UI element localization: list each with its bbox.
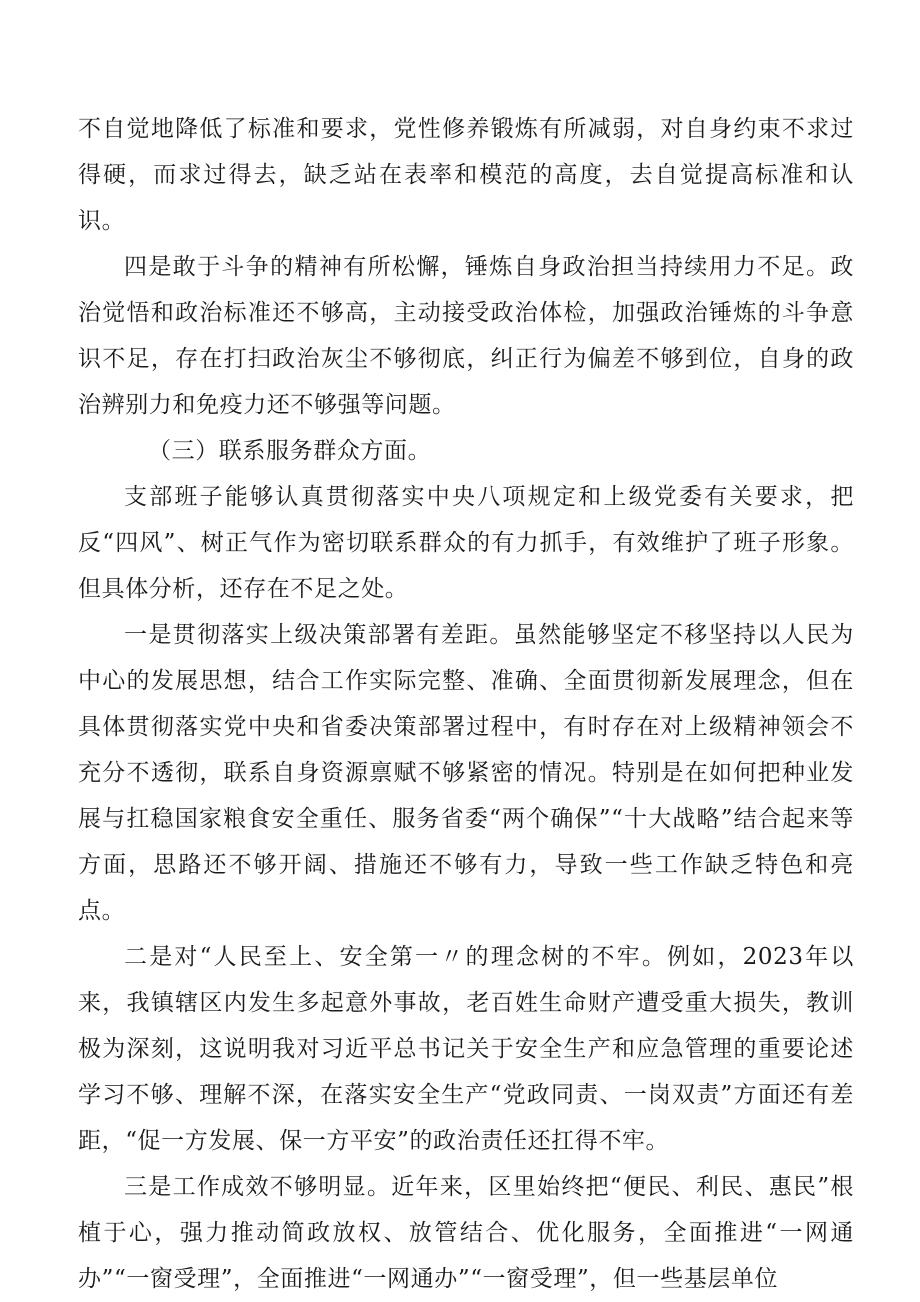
- document-body: [78, 106, 854, 1302]
- paragraph-branch-summary: 支部班子能够认真贯彻落实中央八项规定和上级党委有关要求，把反“四风”、树正气作为密切联系群众的有力抓手，有效维护了班子形象。但具体分析，还存在不足之处。: [78, 484, 854, 602]
- paragraph-continuation: 不自觉地降低了标准和要求，党性修养锻炼有所减弱，对自身约束不求过得硬，而求过得去，缺乏站在表率和模范的高度，去自觉提高标准和认识。: [78, 116, 854, 234]
- paragraph-point-three: 三是工作成效不够明显。近年来，区里始终把“便民、利民、惠民”根植于心，强力推动简政放权、放管结合、优化服务，全面推进“一网通办”“一窗受理”，全面推进“一网通办”“一窗受理”，但一些基层单位: [78, 1174, 854, 1292]
- section-heading-three: （三）联系服务群众方面。: [148, 438, 432, 464]
- paragraph-point-four: 四是敢于斗争的精神有所松懈，锤炼自身政治担当持续用力不足。政治觉悟和政治标准还不够高，主动接受政治体检，加强政治锤炼的斗争意识不足，存在打扫政治灰尘不够彻底，纠正行为偏差不够到位，自身的政治辨别力和免疫力还不够强等问题。: [78, 254, 854, 418]
- paragraph-point-one: 一是贯彻落实上级决策部署有差距。虽然能够坚定不移坚持以人民为中心的发展思想，结合工作实际完整、准确、全面贯彻新发展理念，但在具体贯彻落实党中央和省委决策部署过程中，有时存在对上级精神领会不充分不透彻，联系自身资源禀赋不够紧密的情况。特别是在如何把种业发展与扛稳国家粮食安全重任、服务省委“两个确保”“十大战略”结合起来等方面，思路还不够开阔、措施还不够有力，导致一些工作缺乏特色和亮点。: [78, 622, 854, 924]
- paragraph-point-two: 二是对“人民至上、安全第一〃的理念树的不牢。例如，2023年以来，我镇辖区内发生多起意外事故，老百姓生命财产遭受重大损失，教训极为深刻，这说明我对习近平总书记关于安全生产和应急管理的重要论述学习不够、理解不深，在落实安全生产“党政同责、一岗双责”方面还有差距，“促一方发展、保一方平安”的政治责任还扛得不牢。: [78, 944, 854, 1154]
